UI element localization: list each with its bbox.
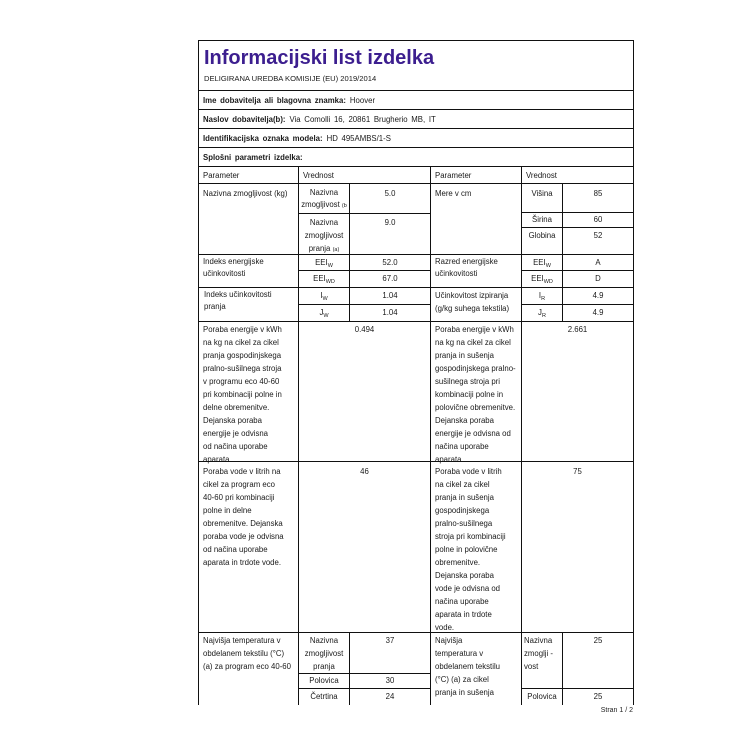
class-wd-value: D [562, 270, 634, 288]
eei-label: Indeks energijske učinkovitosti [198, 254, 299, 288]
width-label: Širina [521, 212, 563, 228]
class-w-sub: W [545, 263, 551, 269]
water-wash-value: 46 [298, 461, 431, 633]
supplier-label: Ime dobavitelja ali blagovna znamka: [203, 95, 346, 105]
temp-wash-dry-half-value: 25 [562, 688, 634, 705]
section-heading: Splošni parametri izdelka: [203, 152, 303, 162]
eei-w-symbol [298, 254, 350, 271]
capacity-label: Nazivna zmogljivost (kg) [198, 183, 299, 255]
header-value-left: Vrednost [298, 166, 431, 184]
temp-wash-dry-rated-value: 25 [562, 632, 634, 689]
iw-symbol [298, 287, 350, 305]
temp-wash-rated-value: 37 [349, 632, 431, 674]
height-value: 85 [562, 183, 634, 213]
water-wash-dry-label: Poraba vode v litrih na cikel za cikel pranja in sušenja gospodinjskega pralno-sušilnega stroja pri kombinaciji polne in polovične obremenitve. Dejanska poraba vode je odvisna od načina uporabe aparata in trdote vode. [430, 461, 522, 633]
model-row [198, 128, 634, 148]
eei-wd-base: EEI [313, 274, 326, 283]
depth-value: 52 [562, 227, 634, 255]
temp-wash-dry-label: Najvišja temperatura v obdelanem tekstilu (°C) (a) za cikel pranja in sušenja [430, 632, 522, 705]
page-footer: Stran 1 / 2 [600, 707, 633, 714]
temp-wash-half-label: Polovica [298, 673, 350, 689]
iw-base: I [320, 291, 323, 300]
eei-wd-value: 67.0 [349, 270, 431, 288]
energy-wash-value: 0.494 [298, 321, 431, 462]
capacity-rated-value: 5.0 [349, 183, 431, 214]
eei-w-value: 52.0 [349, 254, 431, 271]
eei-w-base: EEI [315, 258, 328, 267]
jr-value: 4.9 [562, 304, 634, 322]
depth-label: Globina [521, 227, 563, 255]
iw-value: 1.04 [349, 287, 431, 305]
capacity-rated-note: (b [341, 203, 347, 209]
ir-base: I [538, 291, 542, 300]
temp-wash-half-value: 30 [349, 673, 431, 689]
water-wash-dry-value: 75 [521, 461, 634, 633]
temp-wash-dry-rated-label: Nazivna zmoglji - vost [521, 632, 563, 689]
eei-wd-sub: WD [325, 279, 335, 285]
jw-sub: W [323, 313, 329, 319]
rinse-label: Učinkovitost izpiranja (g/kg suhega tekstila) [430, 287, 522, 322]
water-wash-label: Poraba vode v litrih na cikel za program eco 40-60 pri kombinaciji polne in delne obremenitve. Dejanska poraba vode je odvisna od načina uporabe aparata in trdote vode. [198, 461, 299, 633]
class-w-symbol [521, 254, 563, 271]
width-value: 60 [562, 212, 634, 228]
address-value: Via Comolli 16, 20861 Brugherio MB, IT [289, 114, 436, 124]
temp-wash-quarter-value: 24 [349, 688, 431, 705]
supplier-value: Hoover [349, 95, 376, 105]
eei-w-sub: W [327, 263, 333, 269]
model-value: HD 495AMBS/1-S [326, 133, 391, 143]
temp-wash-dry-half-label: Polovica [521, 688, 563, 705]
header-parameter-right: Parameter [430, 166, 522, 184]
header-parameter-left: Parameter [198, 166, 299, 184]
address-label: Naslov dobavitelja(b): [203, 114, 286, 124]
jr-symbol [521, 304, 563, 322]
class-wd-sub: WD [543, 279, 553, 285]
capacity-wash-label [298, 213, 350, 255]
address-row [198, 109, 634, 129]
jw-base: J [319, 308, 324, 317]
capacity-wash-text: Nazivna zmogljivost pranja [304, 218, 344, 253]
capacity-rated-text: Nazivna zmogljivost [301, 188, 340, 209]
temp-wash-rated-label: Nazivna zmogljivost pranja [298, 632, 350, 674]
jw-value: 1.04 [349, 304, 431, 322]
energy-wash-label: Poraba energije v kWh na kg na cikel za cikel pranja gospodinjskega pralno-sušilnega stroja v programu eco 40-60 pri kombinaciji polne in delne obremenitve. Dejanska poraba energije je odvisna od načina uporabe aparata. [198, 321, 299, 462]
section-row [198, 147, 634, 167]
energy-class-label: Razred energijske učinkovitosti [430, 254, 522, 288]
wash-index-label: Indeks učinkovitosti pranja [198, 287, 299, 322]
capacity-rated-label [298, 183, 350, 214]
ir-sub: R [541, 296, 546, 302]
dimensions-label: Mere v cm [430, 183, 522, 255]
ir-value: 4.9 [562, 287, 634, 305]
page-title: Informacijski list izdelka [204, 47, 435, 69]
eei-wd-symbol [298, 270, 350, 288]
jr-sub: R [541, 313, 546, 319]
supplier-row [198, 90, 634, 110]
class-w-value: A [562, 254, 634, 271]
ir-symbol [521, 287, 563, 305]
header-value-right: Vrednost [521, 166, 634, 184]
temp-wash-quarter-label: Četrtina [298, 688, 350, 705]
temp-wash-label: Najvišja temperatura v obdelanem tekstilu (°C) (a) za program eco 40-60 [198, 632, 299, 705]
energy-wash-dry-value: 2.661 [521, 321, 634, 462]
energy-wash-dry-label: Poraba energije v kWh na kg na cikel za cikel pranja in sušenja gospodinjskega pralno- sušilnega stroja pri kombinaciji polne in polovične obremenitve. Dejanska poraba energije je odvisna od načina uporabe aparata. [430, 321, 522, 462]
title-block [198, 40, 634, 91]
capacity-wash-note: (a) [332, 247, 340, 253]
class-w-base: EEI [533, 258, 546, 267]
iw-sub: W [322, 296, 328, 302]
capacity-wash-value: 9.0 [349, 213, 431, 255]
height-label: Višina [521, 183, 563, 213]
class-wd-base: EEI [531, 274, 544, 283]
jr-base: J [538, 308, 542, 317]
class-wd-symbol [521, 270, 563, 288]
regulation-text: DELIGIRANA UREDBA KOMISIJE (EU) 2019/2014 [204, 74, 377, 83]
jw-symbol [298, 304, 350, 322]
model-label: Identifikacijska oznaka modela: [203, 133, 323, 143]
